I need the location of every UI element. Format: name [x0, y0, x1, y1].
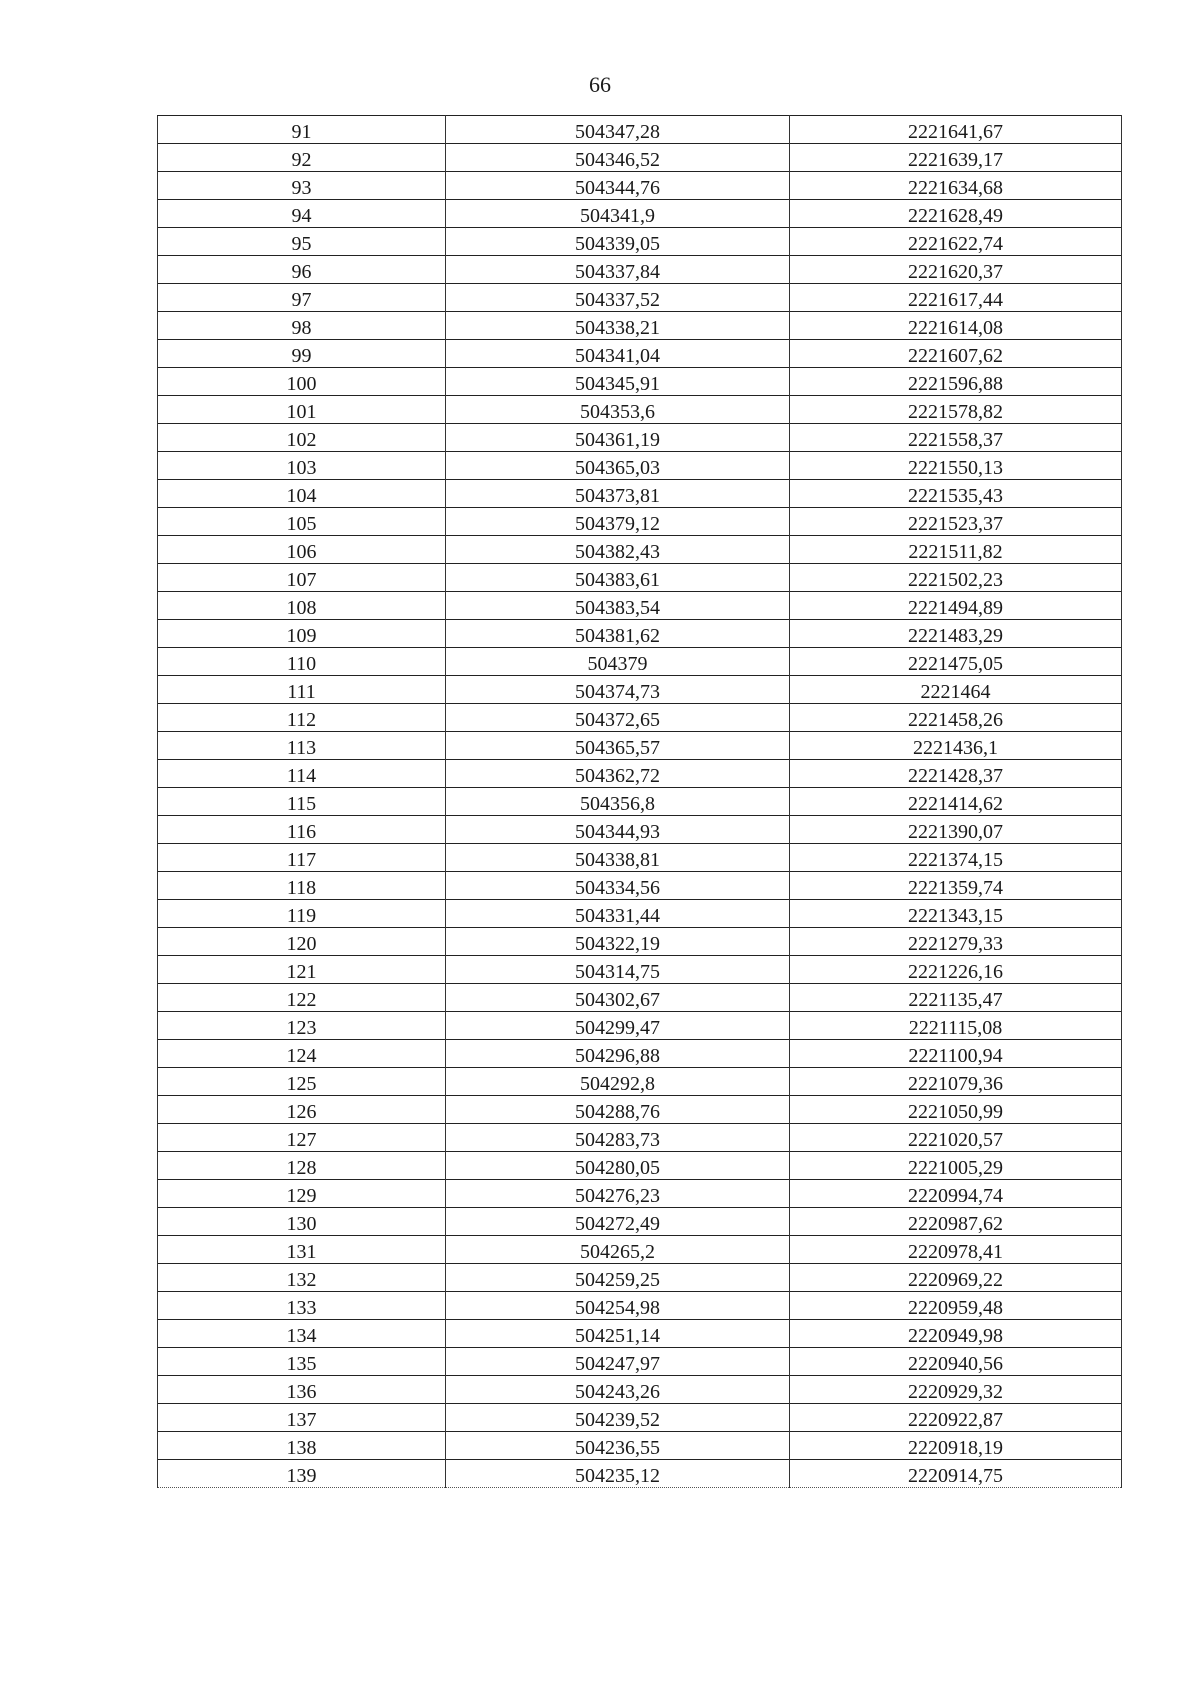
y-coordinate-cell: 2221226,16: [790, 956, 1122, 984]
x-coordinate-cell: 504345,91: [446, 368, 790, 396]
y-coordinate-cell: 2221279,33: [790, 928, 1122, 956]
y-coordinate-cell: 2221511,82: [790, 536, 1122, 564]
point-number-cell: 98: [158, 312, 446, 340]
x-coordinate-cell: 504288,76: [446, 1096, 790, 1124]
y-coordinate-cell: 2220914,75: [790, 1460, 1122, 1488]
point-number-cell: 107: [158, 564, 446, 592]
x-coordinate-cell: 504347,28: [446, 116, 790, 144]
y-coordinate-cell: 2221359,74: [790, 872, 1122, 900]
y-coordinate-cell: 2221578,82: [790, 396, 1122, 424]
table-row: [158, 1152, 1122, 1180]
table-row: [158, 368, 1122, 396]
point-number-cell: 113: [158, 732, 446, 760]
x-coordinate-cell: 504356,8: [446, 788, 790, 816]
y-coordinate-cell: 2221617,44: [790, 284, 1122, 312]
page-number: 66: [589, 72, 611, 97]
y-coordinate-cell: 2220940,56: [790, 1348, 1122, 1376]
y-coordinate-cell: 2221374,15: [790, 844, 1122, 872]
table-row: [158, 508, 1122, 536]
table-row: [158, 1264, 1122, 1292]
point-number-cell: 92: [158, 144, 446, 172]
point-number-cell: 109: [158, 620, 446, 648]
x-coordinate-cell: 504383,54: [446, 592, 790, 620]
point-number-cell: 123: [158, 1012, 446, 1040]
point-number-cell: 137: [158, 1404, 446, 1432]
y-coordinate-cell: 2221020,57: [790, 1124, 1122, 1152]
x-coordinate-cell: 504374,73: [446, 676, 790, 704]
x-coordinate-cell: 504337,84: [446, 256, 790, 284]
y-coordinate-cell: 2220994,74: [790, 1180, 1122, 1208]
point-number-cell: 114: [158, 760, 446, 788]
point-number-cell: 104: [158, 480, 446, 508]
x-coordinate-cell: 504338,81: [446, 844, 790, 872]
x-coordinate-cell: 504365,03: [446, 452, 790, 480]
y-coordinate-cell: 2221428,37: [790, 760, 1122, 788]
x-coordinate-cell: 504247,97: [446, 1348, 790, 1376]
x-coordinate-cell: 504302,67: [446, 984, 790, 1012]
point-number-cell: 132: [158, 1264, 446, 1292]
x-coordinate-cell: 504346,52: [446, 144, 790, 172]
point-number-cell: 94: [158, 200, 446, 228]
y-coordinate-cell: 2221115,08: [790, 1012, 1122, 1040]
y-coordinate-cell: 2221343,15: [790, 900, 1122, 928]
y-coordinate-cell: 2220969,22: [790, 1264, 1122, 1292]
y-coordinate-cell: 2221634,68: [790, 172, 1122, 200]
y-coordinate-cell: 2221523,37: [790, 508, 1122, 536]
x-coordinate-cell: 504239,52: [446, 1404, 790, 1432]
point-number-cell: 139: [158, 1460, 446, 1488]
x-coordinate-cell: 504362,72: [446, 760, 790, 788]
x-coordinate-cell: 504292,8: [446, 1068, 790, 1096]
x-coordinate-cell: 504383,61: [446, 564, 790, 592]
point-number-cell: 99: [158, 340, 446, 368]
point-number-cell: 117: [158, 844, 446, 872]
coordinates-table-body: [158, 116, 1122, 1488]
table-row: [158, 284, 1122, 312]
x-coordinate-cell: 504276,23: [446, 1180, 790, 1208]
point-number-cell: 111: [158, 676, 446, 704]
table-row: [158, 200, 1122, 228]
table-row: [158, 816, 1122, 844]
table-row: [158, 676, 1122, 704]
point-number-cell: 128: [158, 1152, 446, 1180]
y-coordinate-cell: 2221458,26: [790, 704, 1122, 732]
x-coordinate-cell: 504365,57: [446, 732, 790, 760]
point-number-cell: 112: [158, 704, 446, 732]
x-coordinate-cell: 504337,52: [446, 284, 790, 312]
coordinates-table: [157, 115, 1122, 1488]
point-number-cell: 101: [158, 396, 446, 424]
point-number-cell: 97: [158, 284, 446, 312]
y-coordinate-cell: 2220922,87: [790, 1404, 1122, 1432]
table-row: [158, 1236, 1122, 1264]
table-row: [158, 1040, 1122, 1068]
x-coordinate-cell: 504251,14: [446, 1320, 790, 1348]
point-number-cell: 116: [158, 816, 446, 844]
y-coordinate-cell: 2221535,43: [790, 480, 1122, 508]
y-coordinate-cell: 2221436,1: [790, 732, 1122, 760]
table-row: [158, 1208, 1122, 1236]
x-coordinate-cell: 504322,19: [446, 928, 790, 956]
table-row: [158, 1124, 1122, 1152]
y-coordinate-cell: 2221639,17: [790, 144, 1122, 172]
point-number-cell: 105: [158, 508, 446, 536]
table-row: [158, 1376, 1122, 1404]
y-coordinate-cell: 2221050,99: [790, 1096, 1122, 1124]
y-coordinate-cell: 2221502,23: [790, 564, 1122, 592]
x-coordinate-cell: 504272,49: [446, 1208, 790, 1236]
y-coordinate-cell: 2221596,88: [790, 368, 1122, 396]
table-row: [158, 1180, 1122, 1208]
point-number-cell: 119: [158, 900, 446, 928]
table-row: [158, 228, 1122, 256]
point-number-cell: 131: [158, 1236, 446, 1264]
table-row: [158, 788, 1122, 816]
y-coordinate-cell: 2221475,05: [790, 648, 1122, 676]
point-number-cell: 138: [158, 1432, 446, 1460]
table-row: [158, 536, 1122, 564]
y-coordinate-cell: 2221628,49: [790, 200, 1122, 228]
y-coordinate-cell: 2221607,62: [790, 340, 1122, 368]
x-coordinate-cell: 504283,73: [446, 1124, 790, 1152]
point-number-cell: 130: [158, 1208, 446, 1236]
x-coordinate-cell: 504259,25: [446, 1264, 790, 1292]
table-row: [158, 900, 1122, 928]
table-row: [158, 452, 1122, 480]
point-number-cell: 135: [158, 1348, 446, 1376]
point-number-cell: 93: [158, 172, 446, 200]
point-number-cell: 106: [158, 536, 446, 564]
table-row: [158, 256, 1122, 284]
point-number-cell: 124: [158, 1040, 446, 1068]
table-row: [158, 704, 1122, 732]
x-coordinate-cell: 504338,21: [446, 312, 790, 340]
y-coordinate-cell: 2221483,29: [790, 620, 1122, 648]
y-coordinate-cell: 2221641,67: [790, 116, 1122, 144]
table-row: [158, 844, 1122, 872]
table-row: [158, 732, 1122, 760]
point-number-cell: 118: [158, 872, 446, 900]
point-number-cell: 126: [158, 1096, 446, 1124]
x-coordinate-cell: 504379: [446, 648, 790, 676]
point-number-cell: 129: [158, 1180, 446, 1208]
point-number-cell: 91: [158, 116, 446, 144]
table-row: [158, 144, 1122, 172]
x-coordinate-cell: 504372,65: [446, 704, 790, 732]
y-coordinate-cell: 2221079,36: [790, 1068, 1122, 1096]
point-number-cell: 125: [158, 1068, 446, 1096]
y-coordinate-cell: 2221135,47: [790, 984, 1122, 1012]
table-row: [158, 1404, 1122, 1432]
y-coordinate-cell: 2220918,19: [790, 1432, 1122, 1460]
y-coordinate-cell: 2221005,29: [790, 1152, 1122, 1180]
table-row: [158, 1012, 1122, 1040]
x-coordinate-cell: 504296,88: [446, 1040, 790, 1068]
y-coordinate-cell: 2221414,62: [790, 788, 1122, 816]
point-number-cell: 133: [158, 1292, 446, 1320]
table-row: [158, 116, 1122, 144]
table-row: [158, 1068, 1122, 1096]
y-coordinate-cell: 2220959,48: [790, 1292, 1122, 1320]
table-row: [158, 592, 1122, 620]
y-coordinate-cell: 2221614,08: [790, 312, 1122, 340]
table-row: [158, 956, 1122, 984]
point-number-cell: 103: [158, 452, 446, 480]
point-number-cell: 95: [158, 228, 446, 256]
x-coordinate-cell: 504373,81: [446, 480, 790, 508]
table-row: [158, 172, 1122, 200]
table-row: [158, 928, 1122, 956]
x-coordinate-cell: 504353,6: [446, 396, 790, 424]
x-coordinate-cell: 504314,75: [446, 956, 790, 984]
y-coordinate-cell: 2220949,98: [790, 1320, 1122, 1348]
point-number-cell: 136: [158, 1376, 446, 1404]
y-coordinate-cell: 2220929,32: [790, 1376, 1122, 1404]
table-row: [158, 312, 1122, 340]
x-coordinate-cell: 504344,76: [446, 172, 790, 200]
point-number-cell: 108: [158, 592, 446, 620]
x-coordinate-cell: 504341,04: [446, 340, 790, 368]
y-coordinate-cell: 2221622,74: [790, 228, 1122, 256]
table-row: [158, 564, 1122, 592]
x-coordinate-cell: 504235,12: [446, 1460, 790, 1488]
x-coordinate-cell: 504299,47: [446, 1012, 790, 1040]
table-row: [158, 872, 1122, 900]
table-row: [158, 1292, 1122, 1320]
x-coordinate-cell: 504331,44: [446, 900, 790, 928]
point-number-cell: 102: [158, 424, 446, 452]
x-coordinate-cell: 504280,05: [446, 1152, 790, 1180]
point-number-cell: 122: [158, 984, 446, 1012]
table-row: [158, 1096, 1122, 1124]
y-coordinate-cell: 2220978,41: [790, 1236, 1122, 1264]
point-number-cell: 110: [158, 648, 446, 676]
table-row: [158, 1320, 1122, 1348]
y-coordinate-cell: 2221464: [790, 676, 1122, 704]
table-row: [158, 1432, 1122, 1460]
table-row: [158, 760, 1122, 788]
x-coordinate-cell: 504265,2: [446, 1236, 790, 1264]
point-number-cell: 134: [158, 1320, 446, 1348]
table-row: [158, 1460, 1122, 1488]
x-coordinate-cell: 504381,62: [446, 620, 790, 648]
table-row: [158, 396, 1122, 424]
x-coordinate-cell: 504334,56: [446, 872, 790, 900]
table-row: [158, 984, 1122, 1012]
x-coordinate-cell: 504243,26: [446, 1376, 790, 1404]
table-row: [158, 424, 1122, 452]
x-coordinate-cell: 504382,43: [446, 536, 790, 564]
y-coordinate-cell: 2221390,07: [790, 816, 1122, 844]
point-number-cell: 121: [158, 956, 446, 984]
x-coordinate-cell: 504341,9: [446, 200, 790, 228]
table-row: [158, 620, 1122, 648]
y-coordinate-cell: 2221550,13: [790, 452, 1122, 480]
x-coordinate-cell: 504254,98: [446, 1292, 790, 1320]
y-coordinate-cell: 2221620,37: [790, 256, 1122, 284]
y-coordinate-cell: 2221494,89: [790, 592, 1122, 620]
y-coordinate-cell: 2220987,62: [790, 1208, 1122, 1236]
x-coordinate-cell: 504361,19: [446, 424, 790, 452]
x-coordinate-cell: 504339,05: [446, 228, 790, 256]
y-coordinate-cell: 2221100,94: [790, 1040, 1122, 1068]
point-number-cell: 96: [158, 256, 446, 284]
point-number-cell: 127: [158, 1124, 446, 1152]
point-number-cell: 115: [158, 788, 446, 816]
y-coordinate-cell: 2221558,37: [790, 424, 1122, 452]
point-number-cell: 120: [158, 928, 446, 956]
x-coordinate-cell: 504379,12: [446, 508, 790, 536]
table-row: [158, 648, 1122, 676]
table-row: [158, 480, 1122, 508]
table-row: [158, 340, 1122, 368]
x-coordinate-cell: 504236,55: [446, 1432, 790, 1460]
point-number-cell: 100: [158, 368, 446, 396]
table-row: [158, 1348, 1122, 1376]
x-coordinate-cell: 504344,93: [446, 816, 790, 844]
